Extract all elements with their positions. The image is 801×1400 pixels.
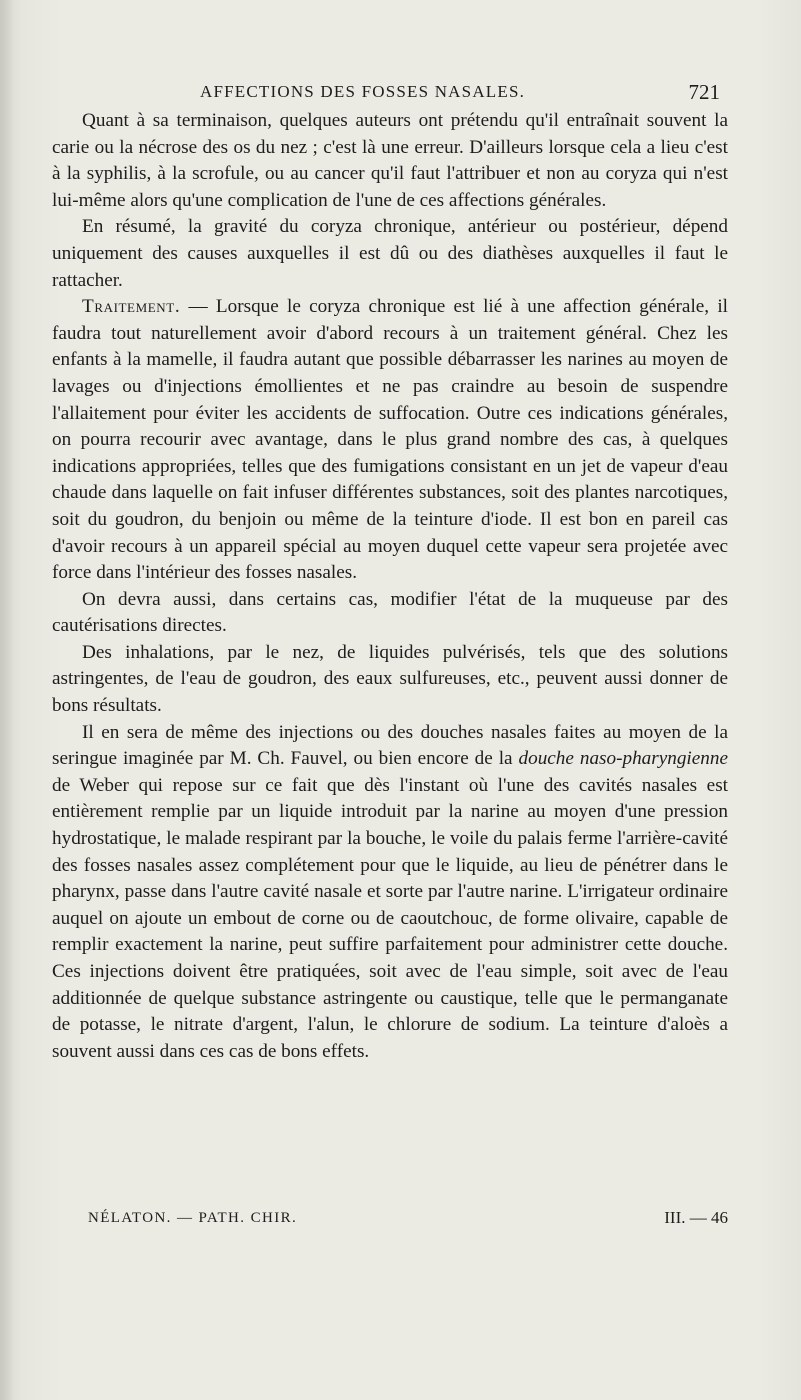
paragraph-traitement-text: — Lorsque le coryza chronique est lié à une affection générale, il faudra tout naturellement avoir d'abord recours à un traitement général. Chez les enfants à la mamelle, il faudra autant que possible débarrasser les narines au moyen de lavages ou d'injections émollientes et ne pas craindre au besoin de suspendre l'allaitement pour éviter les accidents de suffocation. Outre ces indications générales, on pourra recourir avec avantage, dans le plus grand nombre des cas, à quelques indications appropriées, telles que des fumigations consistant en un jet de vapeur d'eau chaude dans laquelle on fait infuser différentes substances, soit des plantes narcotiques, soit du goudron, du benjoin ou même de la teinture d'iode. Il est bon en pareil cas d'avoir recours à un appareil spécial au moyen duquel cette vapeur sera projetée avec force dans l'intérieur des fosses nasales.	[52, 296, 728, 584]
body-text	[52, 108, 728, 1065]
paragraph-injections	[52, 720, 728, 1066]
signature-right: III. — 46	[664, 1208, 728, 1227]
signature-line	[88, 1210, 728, 1236]
paragraph-cauterisations: On devra aussi, dans certains cas, modifier l'état de la muqueuse par des cautérisations directes.	[52, 588, 728, 637]
paragraph-traitement	[52, 294, 728, 587]
page-number: 721	[688, 80, 720, 104]
section-heading-traitement: Traitement.	[82, 296, 181, 318]
paragraph-injections-text-b: de Weber qui repose sur ce fait que dès l'instant où l'une des cavités nasales est entièrement remplie par un liquide introduit par la narine au moyen d'une pression hydrostatique, le malade respirant par la bouche, le voile du palais ferme l'arrière-cavité des fosses nasales assez complétement pour que le liquide, au lieu de pénétrer dans le pharynx, passe dans l'autre cavité nasale et sorte par l'autre narine. L'irrigateur ordinaire auquel on ajoute un embout de corne ou de caoutchouc, de forme olivaire, capable de remplir exactement la narine, peut suffire parfaitement pour administrer cette douche. Ces injections doivent être pratiquées, soit avec de l'eau simple, soit avec de l'eau additionnée de quelque substance astringente ou caustique, telle que le permanganate de potasse, le nitrate d'argent, l'alun, le chlorure de sodium. La teinture d'aloès a souvent aussi dans ces cas de bons effets.	[52, 774, 728, 1062]
paragraph-injections-text-a: Il en sera de même des injections ou des douches nasales faites au moyen de la seringue imaginée par M. Ch. Fauvel, ou bien encore de la	[52, 721, 728, 770]
running-title: AFFECTIONS DES FOSSES NASALES.	[200, 82, 526, 101]
paragraph-resume: En résumé, la gravité du coryza chronique, antérieur ou postérieur, dépend uniquement des causes auxquelles il est dû ou des diathèses auxquelles il faut le rattacher.	[52, 216, 728, 291]
binding-shadow	[0, 0, 14, 1400]
italic-term: douche naso-pharyngienne	[518, 748, 728, 770]
paragraph-inhalations: Des inhalations, par le nez, de liquides pulvérisés, tels que des solutions astringentes, de l'eau de goudron, des eaux sulfureuses, etc., peuvent aussi donner de bons résultats.	[52, 641, 728, 717]
paragraph-terminaison: Quant à sa terminaison, quelques auteurs ont prétendu qu'il entraînait souvent la carie ou la nécrose des os du nez ; c'est là une erreur. D'ailleurs lorsque cela a lieu c'est à la syphilis, à la scrofule, ou au cancer qu'il faut l'attribuer et non au coryza qui n'est lui-même alors qu'une complication de l'une de ces affections générales.	[52, 110, 728, 211]
signature-left: NÉLATON. — PATH. CHIR.	[88, 1210, 298, 1226]
